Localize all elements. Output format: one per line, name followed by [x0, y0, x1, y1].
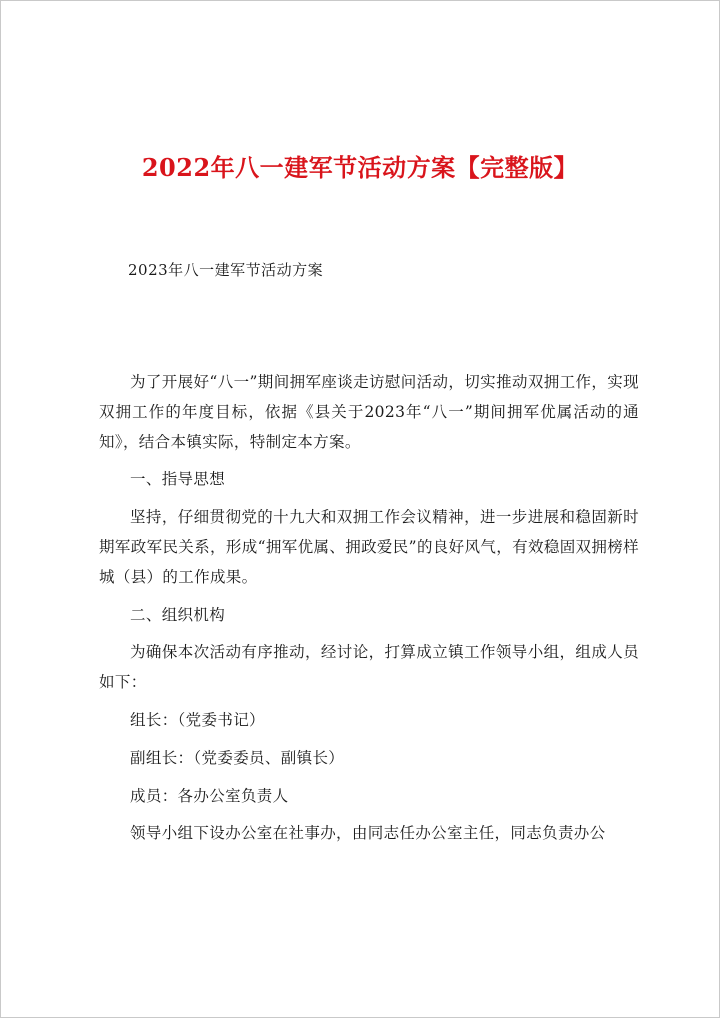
- members-line: 成员：各办公室负责人: [130, 786, 289, 805]
- section-heading-organization: 二、组织机构: [130, 605, 226, 624]
- group-leader-line: 组长：（党委书记）: [130, 710, 265, 729]
- office-paragraph: 领导小组下设办公室在社事办，由同志任办公室主任，同志负责办公: [130, 824, 606, 843]
- document-body: [99, 368, 639, 857]
- section-heading-guiding-ideology: 一、指导思想: [130, 470, 226, 489]
- guiding-ideology-paragraph: 坚持，仔细贯彻党的十九大和双拥工作会议精神，进一步进展和稳固新时期军政军民关系，形成“拥军优属、拥政爱民”的良好风气，有效稳固双拥榜样城（县）的工作成果。: [99, 508, 639, 586]
- deputy-leader-line: 副组长：（党委委员、副镇长）: [130, 748, 345, 767]
- intro-paragraph: 为了开展好“八一”期间拥军座谈走访慰问活动，切实推动双拥工作，实现双拥工作的年度目标，依据《县关于2023年“八一”期间拥军优属活动的通知》，结合本镇实际，特制定本方案。: [99, 373, 639, 451]
- document-subtitle: 2023年八一建军节活动方案: [128, 261, 324, 279]
- organization-paragraph: 为确保本次活动有序推动，经讨论，打算成立镇工作领导小组，组成人员如下：: [99, 643, 639, 692]
- document-title: 2022年八一建军节活动方案【完整版】: [141, 153, 579, 182]
